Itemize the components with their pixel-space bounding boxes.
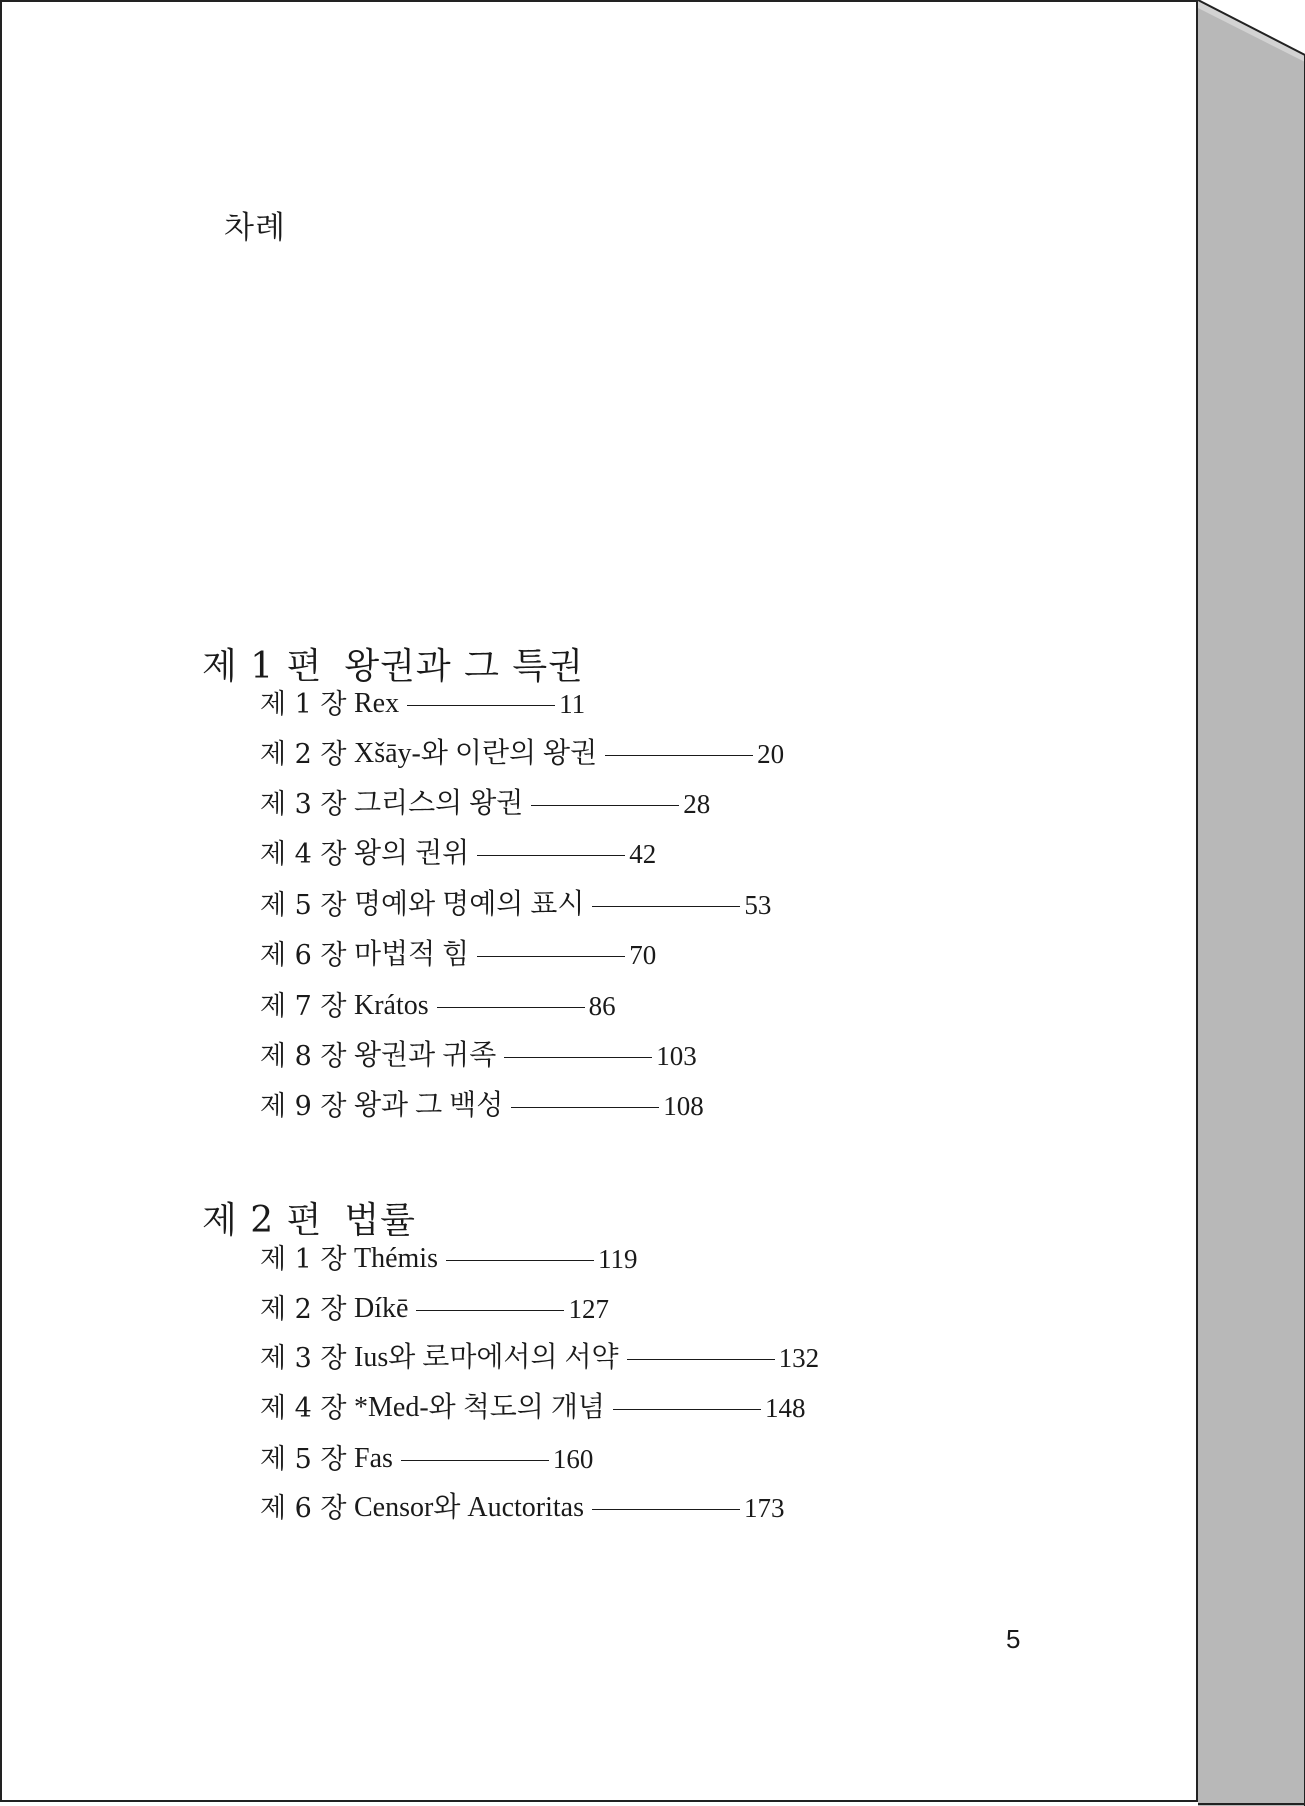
chapter-title: Thémis	[354, 1243, 438, 1274]
chapter-number: 제 8 장	[260, 1040, 347, 1072]
chapter-title: Díkē	[354, 1293, 409, 1324]
page-number: 5	[1006, 1624, 1021, 1654]
chapter-number: 제 1 장	[260, 1243, 347, 1275]
chapter-number: 제 4 장	[260, 1392, 347, 1424]
part-number: 제 1 편	[202, 646, 323, 687]
page-stack-edge	[1198, 0, 1305, 1806]
chapter-number: 제 2 장	[260, 1293, 347, 1325]
toc-entry[interactable]	[260, 740, 784, 768]
leader-line	[605, 755, 753, 756]
toc-entry[interactable]	[260, 1042, 697, 1070]
chapter-number: 제 4 장	[260, 838, 347, 870]
chapter-title: 명예와 명예의 표시	[354, 889, 585, 920]
leader-line	[592, 1509, 740, 1510]
leader-line	[531, 805, 679, 806]
chapter-page: 28	[683, 788, 711, 819]
chapter-title: 마법적 힘	[354, 939, 470, 970]
chapter-page: 132	[778, 1342, 820, 1373]
chapter-number: 제 1 장	[260, 688, 347, 720]
leader-line	[613, 1409, 761, 1410]
toc-heading: 차례	[224, 210, 286, 246]
chapter-title: Ius와 로마에서의 서약	[354, 1342, 619, 1373]
toc-entry[interactable]	[260, 941, 656, 969]
leader-line	[477, 956, 625, 957]
chapter-page: 127	[568, 1293, 609, 1324]
part-name: 법률	[344, 1200, 416, 1241]
chapter-title: Censor와 Auctoritas	[354, 1492, 585, 1523]
part-number: 제 2 편	[202, 1200, 323, 1241]
toc-entry[interactable]	[260, 690, 585, 718]
leader-line	[477, 855, 625, 856]
part-name: 왕권과 그 특권	[344, 646, 584, 687]
chapter-page: 148	[764, 1392, 806, 1423]
chapter-page: 53	[744, 889, 772, 920]
chapter-page: 11	[559, 688, 586, 719]
toc-entry[interactable]	[260, 1245, 638, 1273]
chapter-number: 제 5 장	[260, 889, 347, 921]
leader-line	[416, 1310, 564, 1311]
leader-line	[407, 705, 555, 706]
chapter-number: 제 6 장	[260, 939, 347, 971]
chapter-title: Xšāy-와 이란의 왕권	[354, 738, 598, 769]
toc-entry[interactable]	[260, 891, 771, 919]
toc-entry[interactable]	[260, 1494, 785, 1522]
chapter-number: 제 3 장	[260, 788, 347, 820]
toc-entry[interactable]	[260, 1344, 819, 1372]
leader-line	[511, 1107, 659, 1108]
chapter-number: 제 2 장	[260, 738, 347, 770]
chapter-page: 108	[663, 1090, 704, 1121]
chapter-title: 그리스의 왕권	[354, 788, 524, 819]
toc-entry[interactable]	[260, 1092, 704, 1120]
chapter-page: 20	[757, 738, 785, 769]
chapter-page: 119	[598, 1243, 638, 1274]
chapter-number: 제 6 장	[260, 1492, 347, 1524]
chapter-title: Krátos	[354, 990, 429, 1021]
chapter-title: 왕권과 귀족	[354, 1040, 497, 1071]
chapter-title: 왕의 권위	[354, 838, 470, 869]
toc-entry[interactable]	[260, 790, 710, 818]
part-title	[202, 1192, 416, 1243]
chapter-title: *Med-와 척도의 개념	[354, 1392, 605, 1423]
chapter-number: 제 3 장	[260, 1342, 347, 1374]
chapter-page: 103	[656, 1040, 697, 1071]
leader-line	[446, 1260, 594, 1261]
chapter-number: 제 5 장	[260, 1443, 347, 1475]
toc-entry[interactable]	[260, 1295, 609, 1323]
leader-line	[504, 1057, 652, 1058]
chapter-page: 86	[588, 990, 616, 1021]
chapter-title: Rex	[354, 688, 400, 719]
chapter-page: 42	[629, 838, 657, 869]
leader-line	[592, 906, 740, 907]
toc-entry[interactable]	[260, 1394, 805, 1422]
chapter-number: 제 9 장	[260, 1090, 347, 1122]
leader-line	[627, 1359, 775, 1360]
chapter-page: 70	[629, 939, 657, 970]
chapter-page: 173	[744, 1492, 785, 1523]
chapter-number: 제 7 장	[260, 990, 347, 1022]
leader-line	[401, 1460, 549, 1461]
chapter-title: Fas	[354, 1443, 393, 1474]
chapter-title: 왕과 그 백성	[354, 1090, 504, 1121]
part-title	[202, 638, 584, 689]
toc-entry[interactable]	[260, 992, 616, 1020]
leader-line	[437, 1007, 585, 1008]
toc-entry[interactable]	[260, 840, 656, 868]
toc-entry[interactable]	[260, 1445, 593, 1473]
chapter-page: 160	[552, 1443, 594, 1474]
